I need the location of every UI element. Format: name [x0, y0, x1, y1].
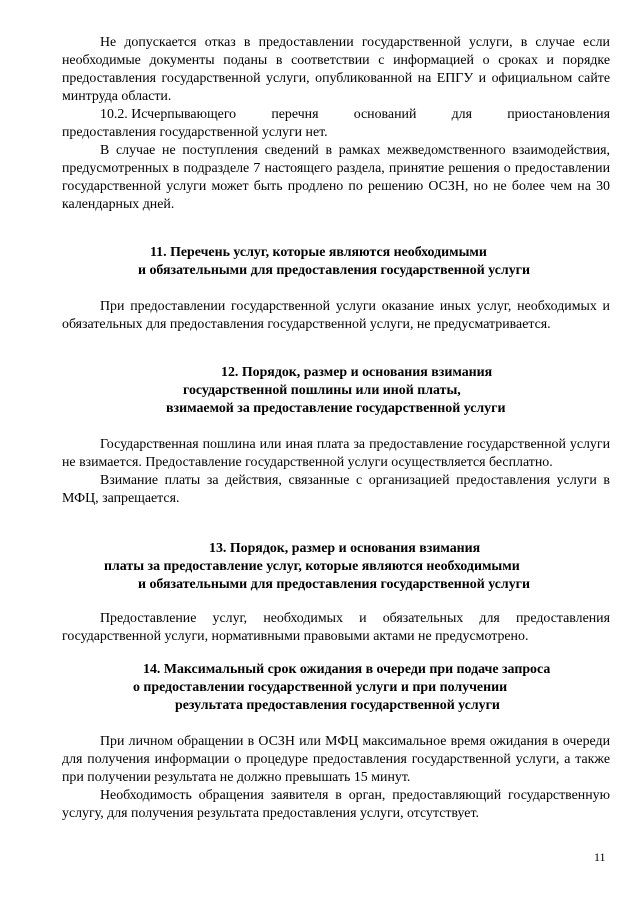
heading-line: и обязательными для предоставления государственной услуги	[138, 263, 530, 278]
heading-line: и обязательными для предоставления государственной услуги	[138, 577, 530, 592]
section-14-heading	[143, 661, 550, 679]
section-14-paragraph-1: При личном обращении в ОСЗН или МФЦ максимальное время ожидания в очереди для получения информации о процедуре предоставления государственной услуги, а также при получении результата не должно превышать 15 минут.	[62, 734, 610, 785]
paragraph-10-2-line1	[62, 106, 610, 124]
word: 10.2. Исчерпывающего	[100, 107, 237, 122]
section-14-heading-line2	[133, 679, 507, 697]
paragraph-10-2-line2: предоставления государственной услуги нет.	[62, 125, 328, 140]
heading-line: 11. Перечень услуг, которые являются необходимыми	[150, 245, 487, 260]
heading-line: государственной пошлины или иной платы,	[183, 383, 461, 398]
intro-block	[62, 34, 610, 214]
section-13-heading-line2	[104, 558, 520, 576]
section-11-paragraph: При предоставлении государственной услуги оказание иных услуг, необходимых и обязательных для предоставления государственной услуги, не предусматривается.	[62, 299, 610, 332]
heading-line: 14. Максимальный срок ожидания в очереди при подаче запроса	[143, 662, 551, 677]
section-14-heading-line3	[175, 697, 500, 715]
section-12-paragraph-1: Государственная пошлина или иная плата за предоставление государственной услуги не взимается. Предоставление государственной услуги осуществляется бесплатно.	[62, 437, 610, 470]
paragraph-interagency: В случае не поступления сведений в рамках межведомственного взаимодействия, предусмотренных в подразделе 7 настоящего раздела, принятие решения о предоставлении государственной услуги может быть продлено по решению ОСЗН, но не более чем на 30 календарных дней.	[62, 143, 610, 212]
word: для	[451, 107, 472, 122]
section-12-body	[62, 436, 610, 508]
section-11-body	[62, 298, 610, 334]
heading-line: 12. Порядок, размер и основания взимания	[221, 365, 493, 380]
section-13-heading	[209, 540, 480, 558]
word: оснований	[353, 107, 417, 122]
word: приостановления	[507, 107, 610, 122]
section-13-heading-line3	[138, 576, 530, 594]
section-12-heading	[221, 364, 492, 382]
heading-line: взимаемой за предоставление государственной услуги	[166, 401, 506, 416]
section-12-heading-line2	[183, 382, 461, 400]
section-11-heading-line2	[138, 262, 530, 280]
section-13-paragraph: Предоставление услуг, необходимых и обязательных для предоставления государственной услуги, нормативными правовыми актами не предусмотрено.	[62, 611, 610, 644]
heading-line: платы за предоставление услуг, которые являются необходимыми	[104, 559, 520, 574]
section-14-body	[62, 733, 610, 823]
heading-line: результата предоставления государственной услуги	[175, 698, 500, 713]
paragraph-refusal: Не допускается отказ в предоставлении государственной услуги, в случае если необходимые документы поданы в соответствии с информацией о сроках и порядке предоставления государственной услуги, опубликованной на ЕПГУ и официальном сайте минтруда области.	[62, 35, 610, 104]
page-number: 11	[594, 850, 606, 864]
section-12-paragraph-2: Взимание платы за действия, связанные с организацией предоставления услуги в МФЦ, запрещается.	[62, 473, 610, 506]
section-14-paragraph-2: Необходимость обращения заявителя в орган, предоставляющий государственную услугу, для получения результата предоставления услуги, отсутствует.	[62, 788, 610, 821]
section-11-heading	[150, 244, 487, 262]
heading-line: о предоставлении государственной услуги и при получении	[133, 680, 508, 695]
section-12-heading-line3	[166, 400, 505, 418]
word: перечня	[271, 107, 319, 122]
heading-line: 13. Порядок, размер и основания взимания	[209, 541, 481, 556]
section-13-body	[62, 610, 610, 646]
